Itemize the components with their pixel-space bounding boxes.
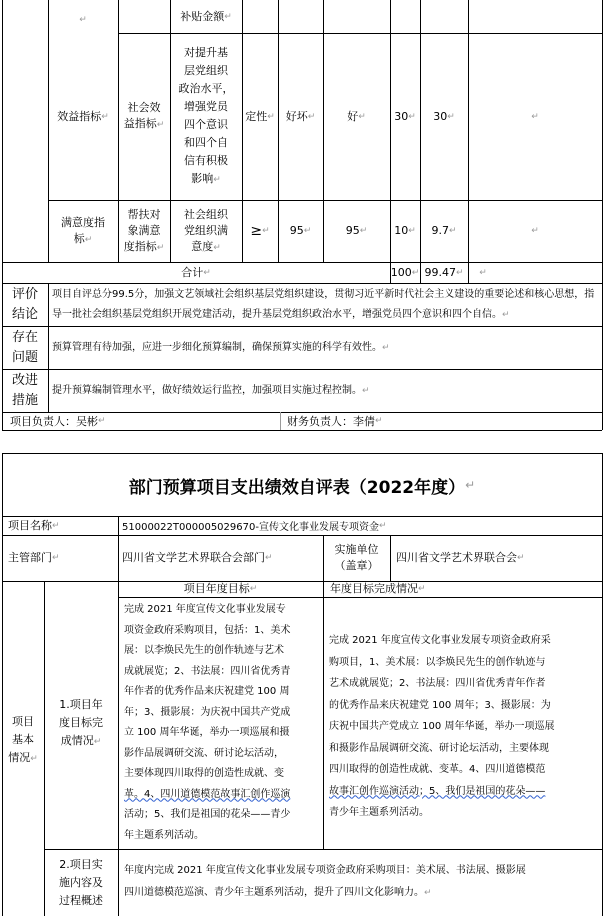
- satisfaction-actual: 95 ↵: [345, 224, 368, 237]
- project-name-value: 51000022T000005029670-宣传文化事业发展专项资金 ↵: [122, 520, 387, 533]
- goal-text: 完成 2021 年度宣传文化事业发展专 项资金政府采购项目，包括：1、美术 展：以李焕民先生的创作轨迹与艺术 成就展览；2、书法展：四川省优秀青 年作者的优秀作品来庆祝建党 100 周 年；3、摄影展：为庆祝中国共产党成 立 100 周年华诞，举办一项巡展和摄 影作品展调研交流、研讨论坛活动， 主要体现四川取得的创造性成就、变 革。4、四川道德模范故事汇创作巡演 活动；5、我们是祖国的花朵——青少 年主题系列活动。: [124, 604, 291, 841]
- impl-value: 四川省文学艺术界联合会 ↵: [396, 551, 525, 564]
- eval-label: 评价 结论: [11, 286, 38, 322]
- problem-text: 预算管理有待加强，应进一步细化预算编制，确保预算实施的科学有效性。↵: [52, 341, 390, 353]
- problem-label: 存在 问题: [11, 329, 38, 365]
- impl-label: 实施单位 （盖章）: [334, 543, 379, 572]
- dept-label: 主管部门 ↵: [8, 551, 60, 564]
- finance-leader: 财务负责人：李倩 ↵: [287, 415, 383, 428]
- benefit-target: 好坏 ↵: [285, 109, 316, 123]
- form-title: 部门预算项目支出绩效自评表（2022年度） ↵: [128, 477, 476, 498]
- eval-text: 项目自评总分99.5分，加强文艺领域社会组织基层党组织建设，贯彻习近平新时代社会主义建设的重要论述和核心思想，指导一批社会组织基层党组织开展党建活动，提升基层党组织政治水平，增强党员四个意识和四个自信。↵: [52, 288, 595, 320]
- return-mark: ↵: [479, 267, 487, 278]
- row2-text: 年度内完成 2021 年度宣传文化事业发展专项资金政府采购项目：美术展、书法展、摄影展 四川道德模范巡演、青少年主题系列活动，提升了四川文化影响力。↵: [124, 865, 526, 898]
- satisfaction-score: 9.7 ↵: [431, 224, 457, 237]
- total-score: 99.47 ↵: [424, 265, 464, 279]
- benefit-subcategory: 社会效 益指标↵: [123, 101, 165, 130]
- total-weight: 100 ↵: [390, 265, 420, 279]
- project-leader: 项目负责人：吴彬 ↵: [10, 415, 106, 428]
- row1-label: 1.项目年 度目标完 成情况↵: [59, 697, 103, 747]
- benefit-category: 效益指标 ↵: [57, 109, 109, 123]
- dept-value: 四川省文学艺术界联合会部门 ↵: [122, 551, 273, 564]
- return-mark: ↵: [531, 111, 539, 122]
- improve-text: 提升预算编制管理水平，做好绩效运行监控，加强项目实施过程控制。↵: [52, 384, 370, 396]
- col-done-header: 年度目标完成情况 ↵: [330, 582, 426, 595]
- benefit-actual: 好 ↵: [347, 109, 366, 123]
- total-label: 合计 ↵: [181, 265, 211, 279]
- row2-label: 2.项目实 施内容及 过程概述: [59, 857, 103, 907]
- basic-info-label: 项目 基本 情况↵: [8, 714, 38, 764]
- benefit-indicator: 对提升基 层党组织 政治水平， 增强党员 四个意识 和四个自 信有积极 影响↵: [178, 46, 234, 185]
- return-mark: ↵: [531, 226, 539, 236]
- subsidy-label: 补贴金额 ↵: [180, 9, 232, 23]
- benefit-weight: 30 ↵: [394, 109, 416, 123]
- satisfaction-weight: 10 ↵: [394, 224, 416, 237]
- satisfaction-subcategory: 帮扶对 象满意 度指标↵: [123, 207, 165, 253]
- col-goal-header: 项目年度目标 ↵: [183, 582, 258, 595]
- satisfaction-category: 满意度指 标↵: [61, 215, 105, 245]
- benefit-nature: 定性 ↵: [245, 109, 275, 123]
- done-text: 完成 2021 年度宣传文化事业发展专项资金政府采 购项目，1、美术展：以李焕民先生的创作轨迹与 艺术成就展览；2、书法展：四川省优秀青年作者 的优秀作品来庆祝建党 100 周年；3、摄影展：为 庆祝中国共产党成立 100 周年华诞，举办一项巡展 和摄影作品展调研交流、研讨论坛活动，主要体现 四川取得的创造性成就、变革。4、四川道德模范 故事汇创作巡演活动；5、我们是祖国的花朵—— 青少年主题系列活动。: [329, 635, 555, 818]
- improve-label: 改进 措施: [11, 372, 38, 408]
- benefit-score: 30 ↵: [433, 109, 455, 123]
- satisfaction-nature: ≥ ↵: [250, 223, 270, 239]
- satisfaction-target: 95 ↵: [289, 224, 312, 237]
- return-mark: ↵: [79, 15, 87, 25]
- project-name-label: 项目名称 ↵: [8, 518, 60, 532]
- satisfaction-indicator: 社会组织 党组织满 意度↵: [184, 207, 228, 253]
